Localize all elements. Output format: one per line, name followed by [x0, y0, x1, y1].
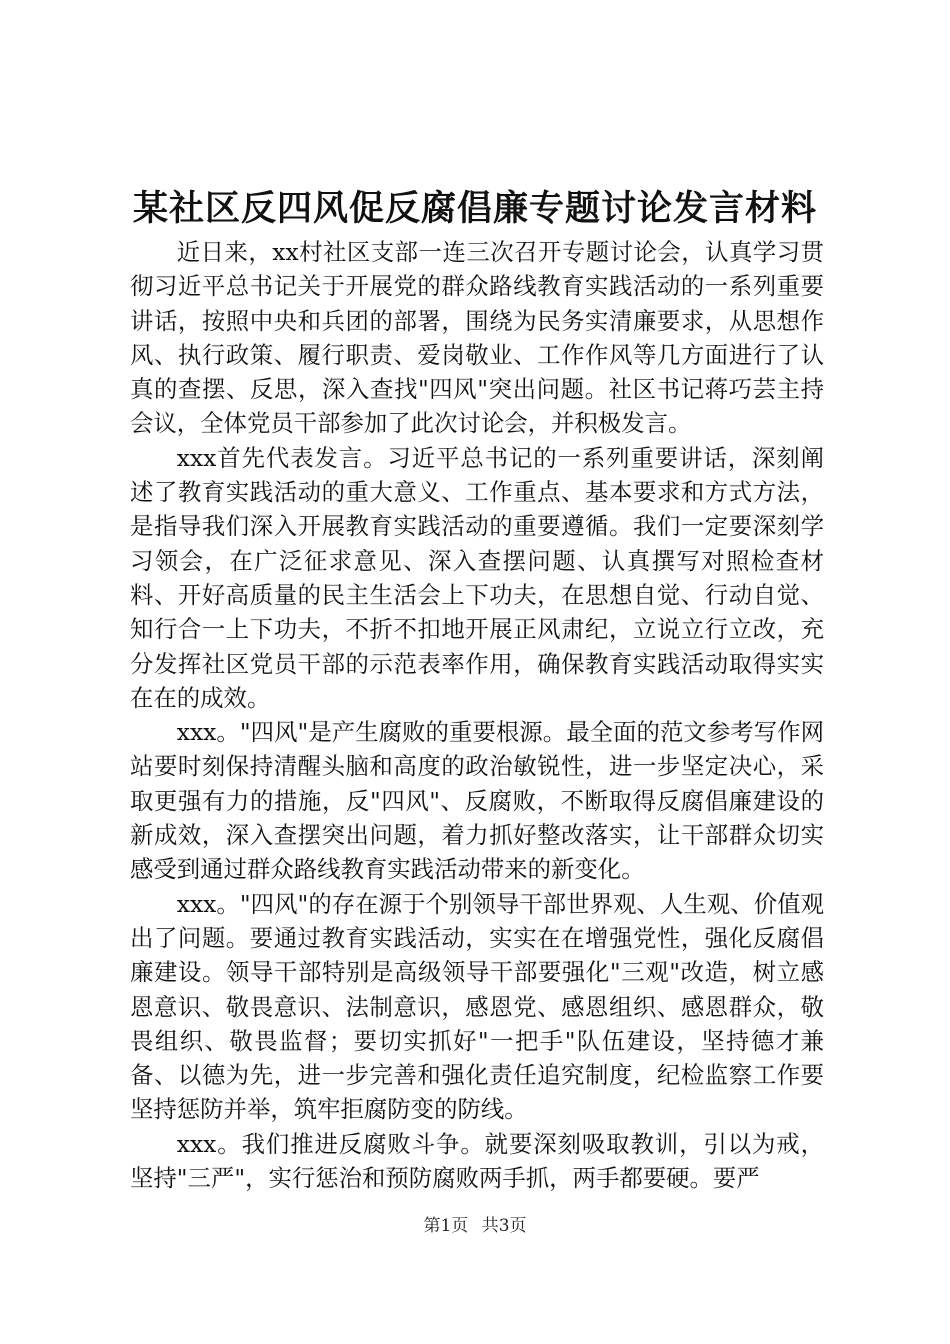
document-body	[130, 235, 824, 1195]
document-title: 某社区反四风促反腐倡廉专题讨论发言材料	[132, 188, 817, 229]
paragraph-2: xxx首先代表发言。习近平总书记的一系列重要讲话，深刻阐述了教育实践活动的重大意义、工作重点、基本要求和方式方法，是指导我们深入开展教育实践活动的重要遵循。我们一定要深刻学习领会，在广泛征求意见、深入查摆问题、认真撰写对照检查材料、开好高质量的民主生活会上下功夫，在思想自觉、行动自觉、知行合一上下功夫，不折不扣地开展正风肃纪，立说立行立改，充分发挥社区党员干部的示范表率作用，确保教育实践活动取得实实在在的成效。	[130, 443, 824, 712]
paragraph-1: 近日来，xx村社区支部一连三次召开专题讨论会，认真学习贯彻习近平总书记关于开展党的群众路线教育实践活动的一系列重要讲话，按照中央和兵团的部署，围绕为民务实清廉要求，从思想作风、执行政策、履行职责、爱岗敬业、工作作风等几方面进行了认真的查摆、反思，深入查找"四风"突出问题。社区书记蒋巧芸主持会议，全体党员干部参加了此次讨论会，并积极发言。	[130, 238, 824, 438]
paragraph-4: xxx。"四风"的存在源于个别领导干部世界观、人生观、价值观出了问题。要通过教育实践活动，实实在在增强党性，强化反腐倡廉建设。领导干部特别是高级领导干部要强化"三观"改造，树立感恩意识、敬畏意识、法制意识，感恩党、感恩组织、感恩群众，敬畏组织、敬畏监督；要切实抓好"一把手"队伍建设，坚持德才兼备、以德为先，进一步完善和强化责任追究制度，纪检监察工作要坚持惩防并举，筑牢拒腐防变的防线。	[130, 889, 824, 1124]
paragraph-5: xxx。我们推进反腐败斗争。就要深刻吸取教训，引以为戒，坚持"三严"，实行惩治和预防腐败两手抓，两手都要硬。要严	[130, 1129, 824, 1193]
page-number-current: 第1页	[423, 1216, 469, 1236]
paragraph-3: xxx。"四风"是产生腐败的重要根源。最全面的范文参考写作网站要时刻保持清醒头脑和高度的政治敏锐性，进一步坚定决心，采取更强有力的措施，反"四风"、反腐败，不断取得反腐倡廉建设的新成效，深入查摆突出问题，着力抓好整改落实，让干部群众切实感受到通过群众路线教育实践活动带来的新变化。	[130, 718, 824, 884]
page-number-total: 共3页	[481, 1216, 527, 1236]
page-footer	[0, 1214, 950, 1238]
